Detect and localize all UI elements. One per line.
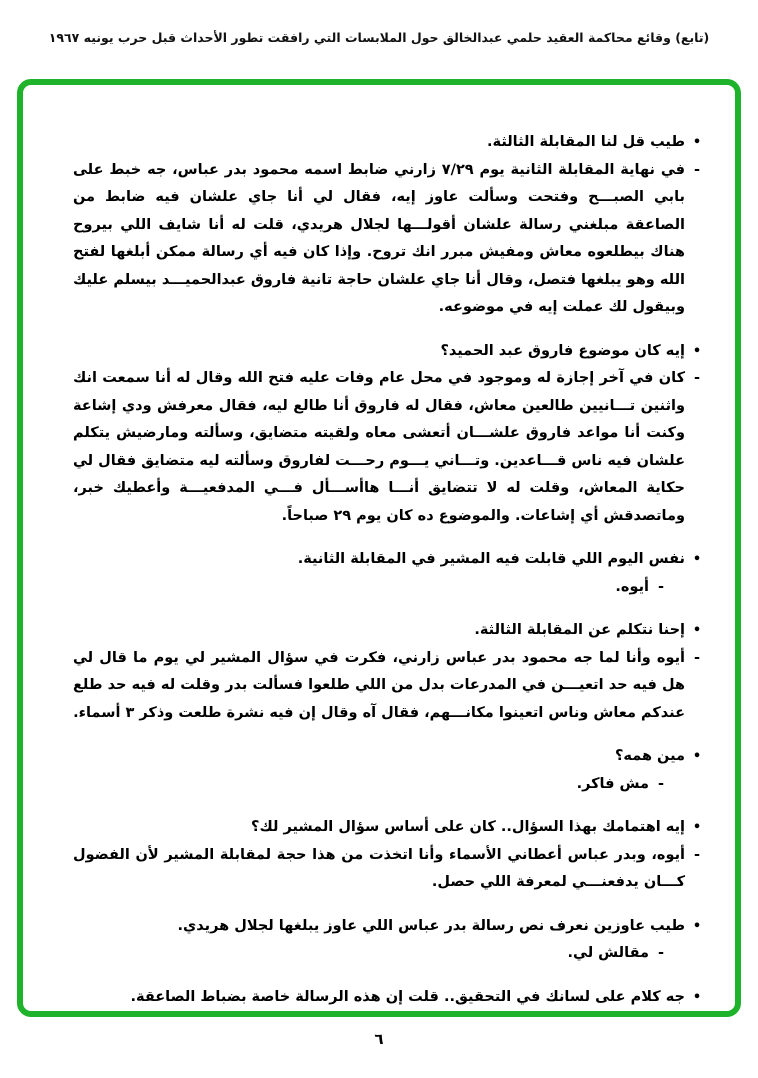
content-frame <box>17 79 741 1017</box>
question-item <box>73 546 709 574</box>
dash-icon: - <box>693 649 701 666</box>
qa-group <box>73 546 709 601</box>
question-text: جه كلام على لسانك في التحقيق.. قلت إن هذه الرسالة خاصة بضباط الصاعقة. <box>130 988 685 1005</box>
qa-group <box>73 814 709 897</box>
question-text: إيه اهتمامك بهذا السؤال.. كان على أساس سؤال المشير لك؟ <box>251 819 685 835</box>
qa-list <box>73 129 709 1027</box>
dash-icon: - <box>657 775 665 792</box>
answer-text: أيوه وأنا لما جه محمود بدر عباس زارني، فكرت في سؤال المشير لي يوم ما قال لي هل فيه حد اتعيـــن في المدرعات بدل من اللي طلعوا فسألت بدر وقلت له فيه حد طلع عندكم معاش وناس اتعينوا مكانـــهم، فقال آه وقال إن فيه نشرة طلعت وذكر ٣ أسماء. <box>73 649 685 721</box>
question-item <box>73 814 709 842</box>
bullet-icon: • <box>692 989 702 1005</box>
answer-text: في نهاية المقابلة الثانية يوم ٧/٢٩ زارني ضابط اسمه محمود بدر عباس، جه خبط على بابي الصبـــح وفتحت وسألت عاوز إيه، فقال لي أنا جاي علشان فيه ضابط من الصاعقة مبلغني رسالة علشان أقولـــها لجلال هريدي، قلت له أنا شايف اللي بيروح هناك بيطلعوه معاش ومفيش مبرر انك تروح. وإذا كان فيه أي رسالة ممكن أبلغها لفتح الله وهو يبلغها فتصل، وقال أنا جاي علشان حاجة تانية فاروق عبدالحميـــد بيسلم عليك وبيقول لك عملت إيه في موضوعه. <box>73 161 685 315</box>
answer-item <box>73 574 709 602</box>
question-text: طيب عاوزين نعرف نص رسالة بدر عباس اللي عاوز يبلغها لجلال هريدي. <box>177 917 685 934</box>
question-text: إيه كان موضوع فاروق عبد الحميد؟ <box>440 342 685 359</box>
question-text: إحنا نتكلم عن المقابلة الثالثة. <box>474 622 685 638</box>
answer-item <box>73 771 709 799</box>
header-title: (تابع) وقائع محاكمة العقيد حلمي عبدالخالق حول الملابسات التي رافقت تطور الأحداث قبل حرب يونيه ١٩٦٧ <box>48 30 710 45</box>
answer-text: أيوه. <box>615 578 649 595</box>
dash-icon: - <box>657 945 665 961</box>
bullet-icon: • <box>692 623 702 638</box>
answer-item <box>73 940 709 968</box>
bullet-icon: • <box>692 820 702 835</box>
question-item <box>73 338 709 366</box>
bullet-icon: • <box>692 749 702 764</box>
bullet-icon: • <box>692 918 702 934</box>
question-text: نفس اليوم اللي قابلت فيه المشير في المقابلة الثانية. <box>297 551 685 567</box>
answer-text: كان في آخر إجازة له وموجود في محل عام وفات عليه فتح الله وقال له أنا سمعت انك واثنين تـــانيين طالعين معاش، فقال له فاروق أنا طالع ليه، فقال معرفش ودي إشاعة وكنت أنا مواعد فاروق علشـــان أتعشى معاه ولقيته متضايق، وسألته ومارضيش يتكلم علشان فيه ناس قـــاعدين. وتـــاني يـــوم رحـــت لفاروق وسألته ليه متضايق فقال لي حكاية المعاش، وقلت له لا تتضايق أنـــا هاأســـأل فـــي المدفعيـــة وأعطيك خبر، وماتصدقش أي إشاعات. والموضوع ده كان يوم ٢٩ صباحاً. <box>73 370 685 524</box>
qa-group <box>73 984 709 1012</box>
dash-icon: - <box>693 370 701 386</box>
dash-icon: - <box>693 846 701 863</box>
question-item <box>73 913 709 941</box>
bullet-icon: • <box>692 343 702 359</box>
answer-item <box>73 157 709 322</box>
answer-item <box>73 365 709 530</box>
question-text: طيب قل لنا المقابلة الثالثة. <box>487 134 685 150</box>
answer-text: مقالش لي. <box>567 945 649 961</box>
qa-group <box>73 129 709 322</box>
question-item <box>73 743 709 771</box>
page-number: ٦ <box>374 1030 384 1048</box>
bullet-icon: • <box>692 135 702 150</box>
question-item <box>73 617 709 645</box>
dash-icon: - <box>657 578 665 595</box>
bullet-icon: • <box>692 552 702 567</box>
question-item <box>73 984 709 1012</box>
dash-icon: - <box>693 161 701 178</box>
answer-text: أيوه، وبدر عباس أعطاني الأسماء وأنا اتخذت من هذا حجة لمقابلة المشير لأن الفضول كـــان يدفعنـــي لمعرفة اللي حصل. <box>73 846 685 890</box>
answer-item <box>73 645 709 728</box>
qa-group <box>73 743 709 798</box>
qa-group <box>73 617 709 727</box>
question-text: مين همه؟ <box>615 748 685 764</box>
answer-item <box>73 842 709 897</box>
question-item <box>73 129 709 157</box>
qa-group <box>73 338 709 531</box>
answer-text: مش فاكر. <box>576 775 649 792</box>
qa-group <box>73 913 709 968</box>
